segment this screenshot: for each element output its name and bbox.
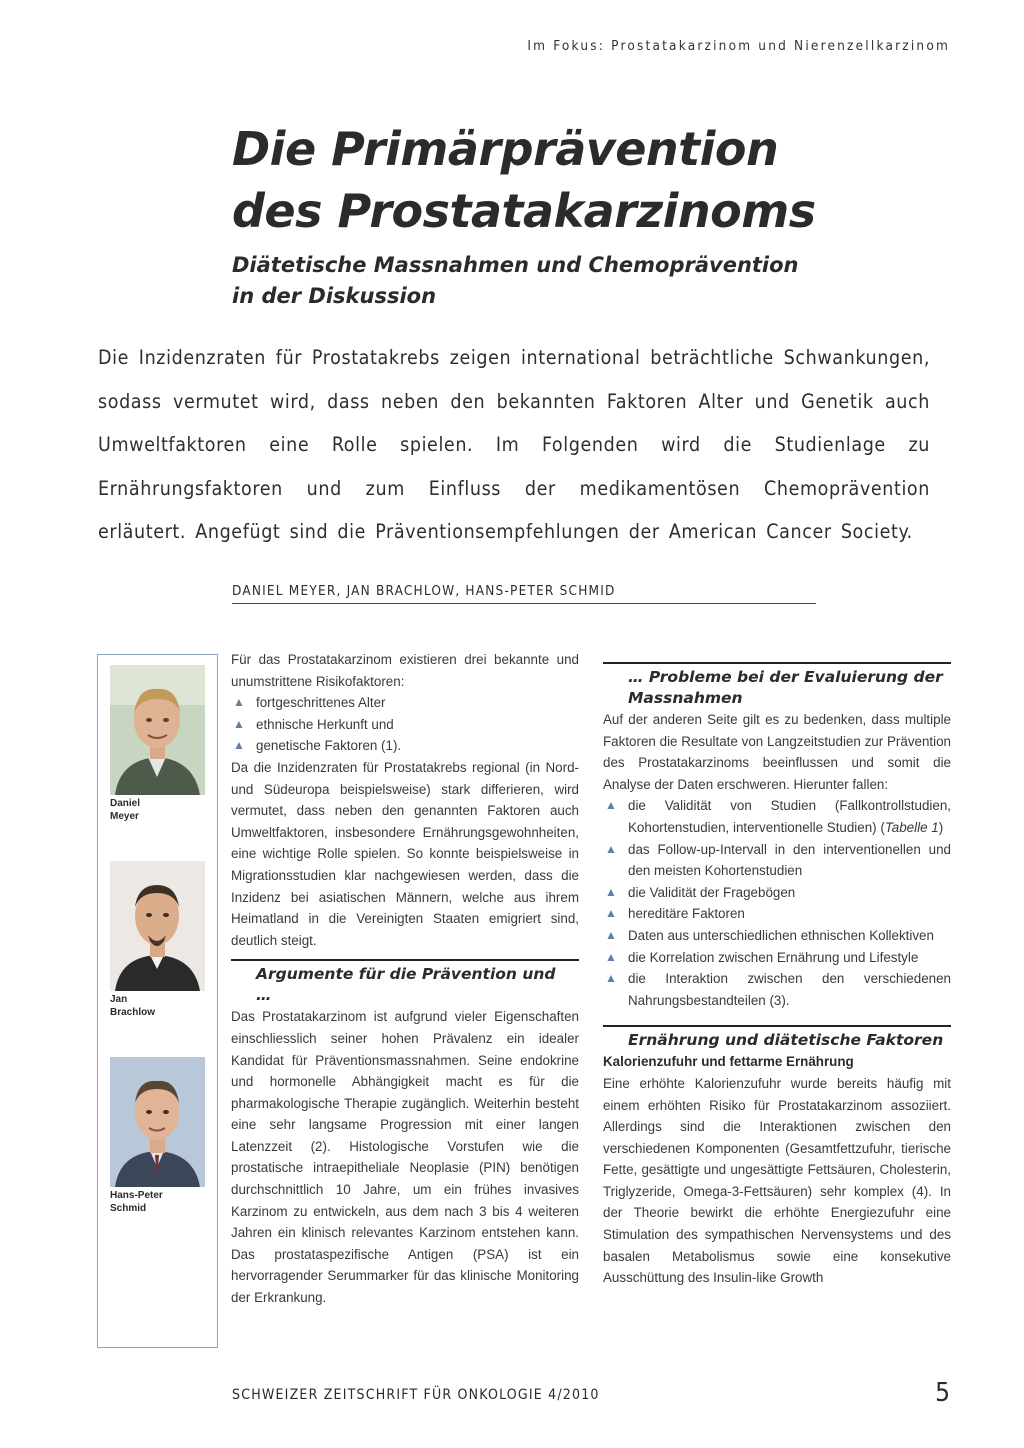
title-line-2: des Prostatakarzinoms	[232, 184, 816, 238]
triangle-bullet-icon: ▲	[605, 841, 617, 856]
list-item: ▲ die Korrelation zwischen Ernährung und Lifestyle	[603, 947, 951, 969]
text-column-1	[231, 649, 579, 1309]
footer-journal-name: SCHWEIZER ZEITSCHRIFT FÜR ONKOLOGIE 4/2010	[232, 1387, 600, 1403]
subtitle-line-2: in der Diskussion	[232, 284, 437, 308]
col1-intro: Für das Prostatakarzinom existieren drei bekannte und unumstrittene Risikofaktoren:	[231, 652, 579, 689]
author-photo-jan-brachlow	[110, 861, 205, 991]
list-item: ▲ fortgeschrittenes Alter	[231, 692, 579, 714]
triangle-bullet-icon: ▲	[605, 906, 617, 921]
list-item: ▲ ethnische Herkunft und	[231, 714, 579, 736]
triangle-bullet-icon: ▲	[605, 971, 617, 986]
list-item: ▲ hereditäre Faktoren	[603, 903, 951, 925]
page-number: 5	[935, 1378, 950, 1408]
running-head: Im Fokus: Prostatakarzinom und Nierenzellkarzinom	[527, 38, 950, 54]
list-item: ▲ genetische Faktoren (1).	[231, 735, 579, 757]
article-subtitle	[232, 250, 932, 312]
risk-factor-list	[231, 692, 579, 757]
author-byline: DANIEL MEYER, JAN BRACHLOW, HANS-PETER SCHMID	[232, 583, 816, 604]
triangle-bullet-icon: ▲	[605, 927, 617, 942]
author-caption-jan-brachlow: Jan Brachlow	[110, 994, 156, 1018]
subtitle-line-1: Diätetische Massnahmen und Chemoprävention	[232, 253, 799, 277]
triangle-bullet-icon: ▲	[605, 884, 617, 899]
text-column-2	[603, 658, 951, 1289]
author-caption-daniel-meyer: Daniel Meyer	[110, 798, 141, 822]
title-line-1: Die Primärprävention	[232, 122, 779, 176]
author-photo-daniel-meyer	[110, 665, 205, 795]
triangle-bullet-icon: ▲	[233, 695, 245, 710]
col2-paragraph-1: Auf der anderen Seite gilt es zu bedenken, dass multiple Faktoren die Resultate von Langzeitstudien zur Prävention des Prostatakarzinoms beeinflussen und somit die Analyse der Daten erschweren. Hierunter fallen:	[603, 712, 951, 792]
col2-paragraph-2: Eine erhöhte Kalorienzufuhr wurde bereits häufig mit einem erhöhten Risiko für Prostatakarzinom assoziiert. Allerdings sind die Interaktionen zwischen den verschiedenen Komponenten (Gesamtfettzufuhr, tierische Fette, gesättigte und ungesättigte Fettsäuren, Cholesterin, Triglyzeride, Omega-3-Fettsäuren) sehr komplex (4). In der Theorie bewirkt die erhöhte Energiezufuhr eine Stimulation des sympathischen Nervensystems und des basalen Metabolismus sowie eine konsekutive Ausschüttung des Insulin-like Growth	[603, 1075, 951, 1286]
col1-paragraph-2: Das Prostatakarzinom ist aufgrund vieler Eigenschaften einschliesslich seiner hohen Prävalenz ein idealer Kandidat für Präventionsmassnahmen. Seine endokrine und hormonelle Abhängigkeit macht es für die pharmakologische Therapie zugänglich. Weiterhin besteht eine sehr langsame Progression mit einer langen Latenzzeit (2). Histologische Vorstufen wie die prostatische intraepitheliale Neoplasie (PIN) benötigen durchschnittlich 10 Jahre, um ein frühes invasives Karzinom zu entwickeln, aus dem nach 3 bis 4 weiteren Jahren ein klinisch relevantes Karzinom entstehen kann. Das prostataspezifische Antigen (PSA) ist ein hervorragender Serummarker für das klinische Monitoring der Erkrankung.	[231, 1009, 579, 1306]
list-item: ▲ die Interaktion zwischen den verschiedenen Nahrungsbestandteilen (3).	[603, 968, 951, 1011]
col1-paragraph-1: Da die Inzidenzraten für Prostatakrebs regional (in Nord- und Südeuropa beispielsweise) stark differieren, wird vermutet, dass neben den genannten Faktoren auch Umweltfaktoren, insbesondere Ernährungsgewohnheiten, eine wichtige Rolle spielen. So konnte beispielsweise in Migrationsstudien klar nachgewiesen werden, dass die Inzidenz bei asiatischen Männern, welche aus ihrem Heimatland in die Vereinigten Staaten emigriert sind, deutlich steigt.	[231, 759, 579, 948]
problem-factor-list	[603, 795, 951, 1011]
section-heading-problems: … Probleme bei der Evaluierung der Massnahmen	[603, 662, 951, 709]
section-heading-nutrition: Ernährung und diätetische Faktoren	[603, 1025, 951, 1051]
author-caption-hans-peter-schmid: Hans-Peter Schmid	[110, 1190, 163, 1214]
table-reference-link[interactable]: Tabelle 1	[884, 819, 939, 835]
subsection-heading-calories: Kalorienzufuhr und fettarme Ernährung	[603, 1054, 854, 1070]
list-item: ▲ die Validität von Studien (Fallkontrollstudien, Kohortenstudien, interventionelle Studien) (Tabelle 1)	[603, 795, 951, 838]
triangle-bullet-icon: ▲	[233, 738, 245, 753]
list-item: ▲ die Validität der Fragebögen	[603, 882, 951, 904]
triangle-bullet-icon: ▲	[233, 716, 245, 731]
lead-paragraph: Die Inzidenzraten für Prostatakrebs zeigen international beträchtliche Schwankungen, sodass vermutet wird, dass neben den bekannten Faktoren Alter und Genetik auch Umweltfaktoren eine Rolle spielen. Im Folgenden wird die Studienlage zu Ernährungsfaktoren und zum Einfluss der medikamentösen Chemoprävention erläutert. Angefügt sind die Präventionsempfehlungen der American Cancer Society.	[98, 346, 930, 543]
list-item: ▲ das Follow-up-Intervall in den interventionellen und den meisten Kohortenstudien	[603, 839, 951, 882]
article-title	[232, 118, 932, 242]
author-photo-sidebar	[97, 654, 218, 1348]
list-item: ▲ Daten aus unterschiedlichen ethnischen Kollektiven	[603, 925, 951, 947]
triangle-bullet-icon: ▲	[605, 798, 617, 813]
section-heading-arguments: Argumente für die Prävention und …	[231, 959, 579, 1006]
author-photo-hans-peter-schmid	[110, 1057, 205, 1187]
triangle-bullet-icon: ▲	[605, 949, 617, 964]
